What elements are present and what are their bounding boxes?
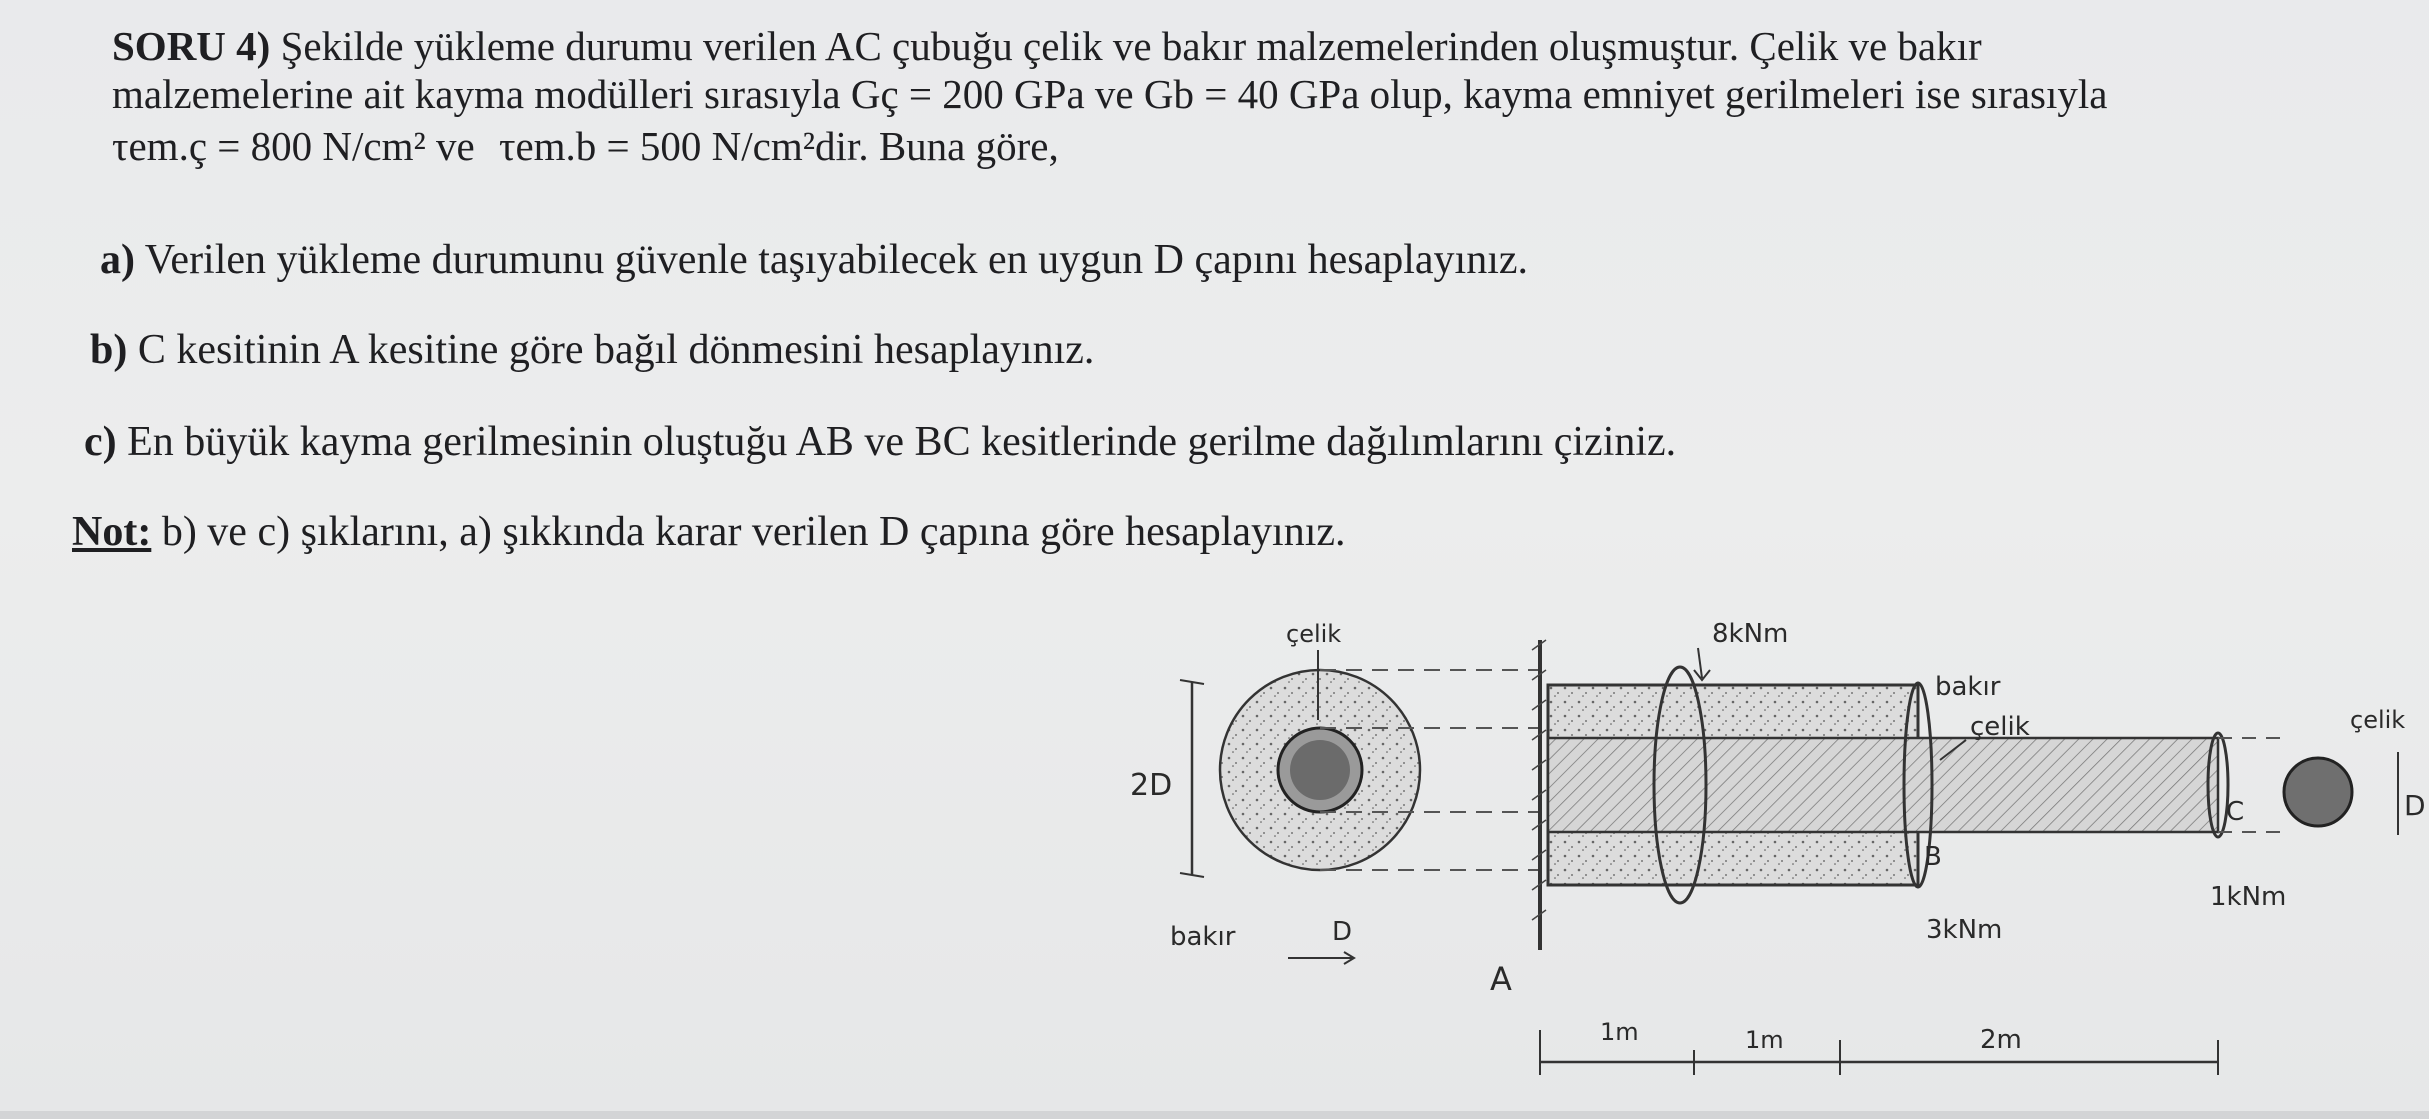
len-1b: 1m: [1745, 1026, 1784, 1054]
item-a-text: Verilen yükleme durumunu güvenle taşıyabilecek en uygun D çapını hesaplayınız.: [144, 237, 1529, 283]
note: [72, 508, 1346, 556]
steel-section-right: [2284, 758, 2352, 826]
question-line-2: malzemelerine ait kayma modülleri sırasıyla Gç = 200 GPa ve Gb = 40 GPa olup, kayma emniyet gerilmeleri ise sırasıyla: [112, 71, 2108, 117]
len-2: 2m: [1980, 1025, 2022, 1055]
tau-steel: τem.ç = 800 N/cm² ve: [112, 123, 475, 169]
celik-mid-label: çelik: [1970, 712, 2030, 742]
len-1a: 1m: [1600, 1018, 1639, 1046]
item-b: [90, 326, 1094, 374]
question-label: SORU 4): [112, 23, 271, 69]
note-text: b) ve c) şıklarını, a) şıkkında karar verilen D çapına göre hesaplayınız.: [161, 509, 1346, 555]
question-text: [112, 22, 2412, 170]
question-line-1: Şekilde yükleme durumu verilen AC çubuğu çelik ve bakır malzemelerinden oluşmuştur. Çelik ve bakır: [280, 23, 1982, 69]
steel-core-AC: [1548, 738, 2218, 832]
bottom-edge: [0, 1111, 2429, 1119]
item-a: [100, 236, 1528, 284]
item-c-text: En büyük kayma gerilmesinin oluştuğu AB ve BC kesitlerinde gerilme dağılımlarını çiziniz.: [127, 419, 1677, 465]
note-label: Not:: [72, 509, 152, 555]
bakir-left-label: bakır: [1170, 922, 1236, 952]
dim-2D: 2D: [1130, 768, 1173, 803]
dim-D-right: D: [2404, 789, 2426, 822]
torque-3-label: 3kNm: [1926, 915, 2003, 945]
label-C: C: [2226, 797, 2245, 827]
item-c-label: c): [84, 419, 117, 465]
celik-right-label: çelik: [2350, 706, 2406, 734]
label-B: B: [1924, 842, 1942, 872]
tau-copper: τem.b = 500 N/cm²dir. Buna göre,: [498, 123, 1059, 169]
item-b-text: C kesitinin A kesitine göre bağıl dönmesini hesaplayınız.: [137, 327, 1095, 373]
item-c: [84, 418, 1676, 466]
bakir-label: bakır: [1935, 672, 2001, 702]
dim-D-bottom: D: [1332, 917, 1353, 947]
torque-8-label: 8kNm: [1712, 619, 1789, 649]
celik-top-label: çelik: [1286, 620, 1342, 648]
torque-1-label: 1kNm: [2210, 882, 2287, 912]
label-A: A: [1490, 960, 1512, 998]
item-b-label: b): [90, 327, 128, 373]
item-a-label: a): [100, 237, 135, 283]
shaft-figure: [1100, 600, 2429, 1110]
